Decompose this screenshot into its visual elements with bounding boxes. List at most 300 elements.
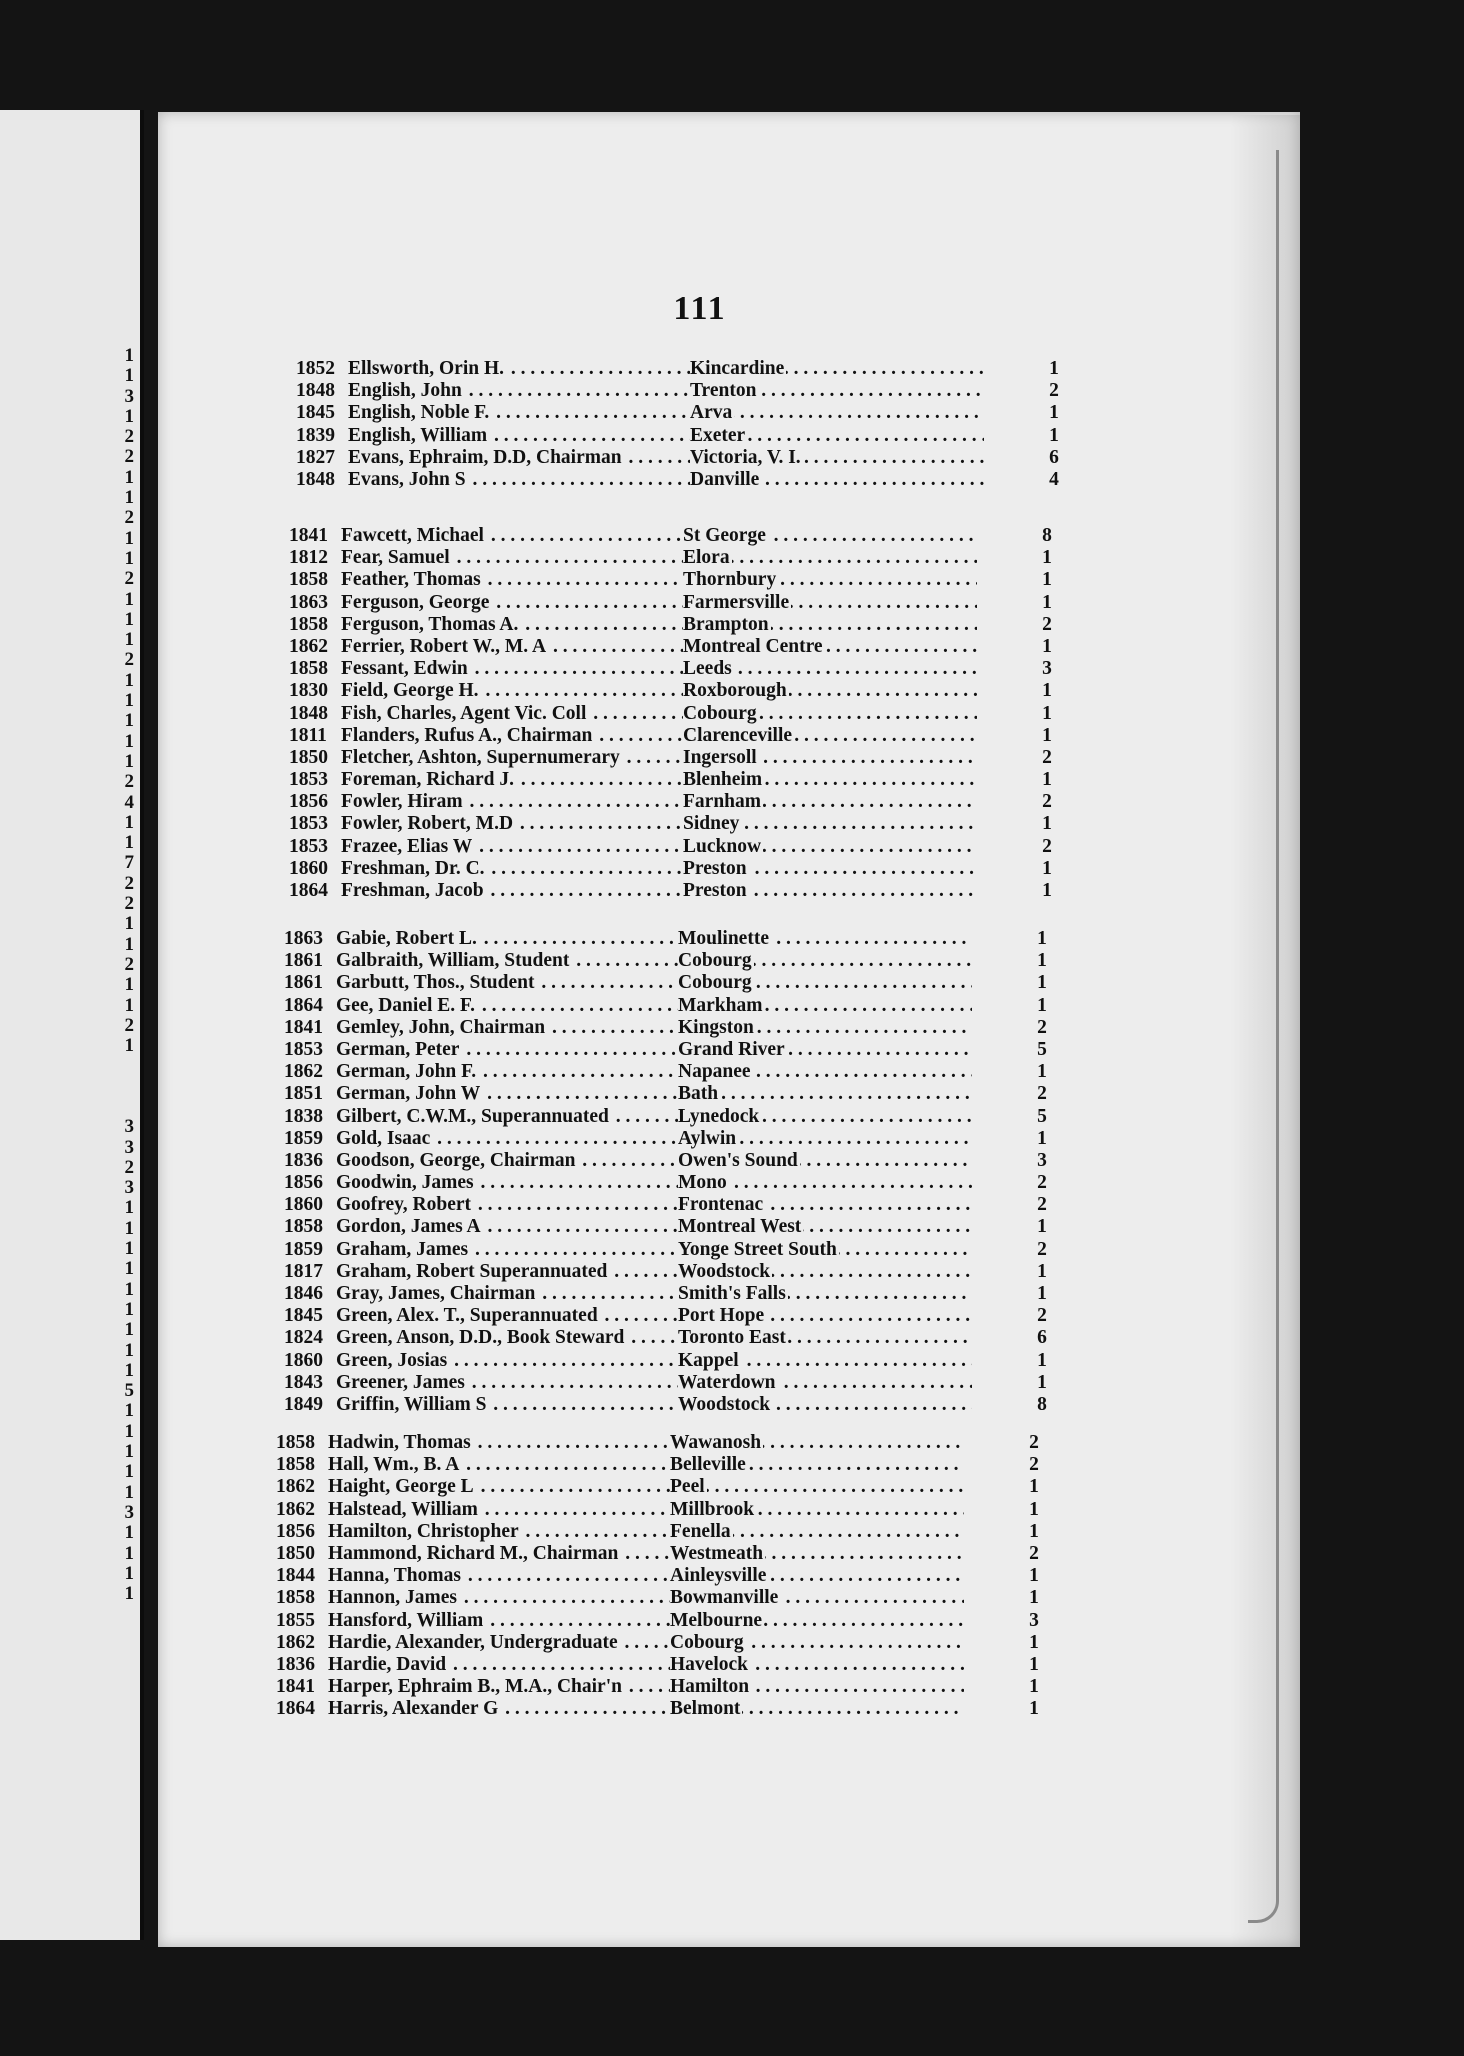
entry-year: 1845 <box>296 402 335 424</box>
entry-year: 1836 <box>284 1149 323 1171</box>
entry-name: Gordon, James A <box>336 1216 481 1238</box>
entry-year: 1864 <box>289 880 328 901</box>
entry-name: Ferguson, George <box>341 591 490 613</box>
left-page-digit <box>104 1056 134 1076</box>
left-page-digit: 1 <box>124 1217 134 1239</box>
entry-name-leader <box>341 769 977 791</box>
entry-name: Green, Anson, D.D., Book Steward <box>336 1327 625 1349</box>
entry-name-leader <box>341 836 977 858</box>
entry-station: Cobourg <box>670 1631 744 1653</box>
left-page-digit: 3 <box>124 1177 134 1199</box>
entry-name-leader <box>341 747 977 769</box>
entry-station: Preston <box>683 857 747 879</box>
entry-year: 1858 <box>289 613 328 635</box>
entry-count: 1 <box>1037 1371 1047 1393</box>
directory-entry <box>276 1543 1046 1565</box>
entry-name: Green, Josias <box>336 1349 448 1371</box>
entry-count: 1 <box>1037 1349 1047 1371</box>
directory-entry <box>284 1194 1054 1216</box>
directory-entry <box>289 747 1059 769</box>
left-page-digit <box>104 1097 134 1117</box>
entry-year: 1851 <box>284 1083 323 1105</box>
directory-entry <box>276 1565 1046 1587</box>
entry-name: Evans, Ephraim, D.D, Chairman <box>348 446 622 468</box>
entry-year: 1861 <box>284 972 323 994</box>
entry-station: Fenella <box>670 1520 731 1542</box>
entry-name: Graham, Robert Superannuated <box>336 1260 608 1282</box>
entry-name: Harris, Alexander G <box>328 1698 499 1720</box>
directory-entry <box>284 1150 1054 1172</box>
left-page-digit <box>104 1077 134 1097</box>
entry-station: Belleville <box>670 1454 746 1476</box>
entry-count: 1 <box>1029 1698 1039 1720</box>
entry-count: 2 <box>1029 1432 1039 1453</box>
left-page-digit: 2 <box>124 568 134 590</box>
entry-year: 1858 <box>276 1432 315 1453</box>
entry-count: 2 <box>1029 1454 1039 1476</box>
entry-name: Hansford, William <box>328 1609 484 1631</box>
entry-count: 2 <box>1037 1172 1047 1194</box>
entry-year: 1853 <box>289 769 328 791</box>
directory-entry <box>276 1676 1046 1698</box>
entry-station: Montreal West <box>678 1216 802 1238</box>
directory-entry <box>284 1039 1054 1061</box>
entry-station: Havelock <box>670 1653 748 1675</box>
left-page-digit: 1 <box>124 588 134 610</box>
entry-name: Hardie, Alexander, Undergraduate <box>328 1631 618 1653</box>
entry-year: 1848 <box>296 380 335 402</box>
entry-name: Fessant, Edwin <box>341 658 468 680</box>
entry-station: Exeter <box>690 424 746 446</box>
entry-count: 6 <box>1049 446 1059 468</box>
section-h <box>276 1432 1046 1720</box>
entry-station: Woodstock <box>678 1260 771 1282</box>
entry-count: 2 <box>1042 746 1052 768</box>
entry-year: 1853 <box>289 813 328 835</box>
entry-name-leader <box>336 1350 972 1372</box>
entry-name: Freshman, Jacob <box>341 880 484 901</box>
entry-name-leader <box>341 592 977 614</box>
left-page-digit: 1 <box>124 730 134 752</box>
left-page-digit: 1 <box>124 1583 134 1605</box>
entry-name: Hamilton, Christopher <box>328 1520 519 1542</box>
entry-name-leader <box>336 1283 972 1305</box>
entry-name-leader <box>341 791 977 813</box>
entry-name-leader <box>336 1305 972 1327</box>
entry-count: 3 <box>1037 1149 1047 1171</box>
entry-name-leader <box>336 1394 972 1416</box>
entry-name: Ferrier, Robert W., M. A <box>341 635 547 657</box>
entry-name-leader <box>341 658 977 680</box>
entry-name: Foreman, Richard J. <box>341 769 514 791</box>
entry-year: 1856 <box>289 791 328 813</box>
directory-entry <box>276 1654 1046 1676</box>
entry-station: Hamilton <box>670 1676 750 1698</box>
entry-name-leader <box>328 1610 964 1632</box>
directory-entry <box>296 402 1066 424</box>
entry-station: Millbrook <box>670 1498 755 1520</box>
directory-entry <box>289 791 1059 813</box>
entry-year: 1862 <box>284 1061 323 1083</box>
left-page-digit: 1 <box>124 629 134 651</box>
entry-station: Markham <box>678 994 763 1016</box>
entry-count: 1 <box>1049 424 1059 446</box>
directory-entry <box>296 358 1066 380</box>
entry-station: St George <box>683 525 766 546</box>
entry-name: Griffin, William S <box>336 1393 487 1415</box>
entry-name-leader <box>328 1632 964 1654</box>
entry-name-leader <box>328 1521 964 1543</box>
entry-year: 1853 <box>284 1038 323 1060</box>
entry-name-leader <box>336 995 972 1017</box>
entry-year: 1841 <box>289 525 328 546</box>
entry-name: Gemley, John, Chairman <box>336 1016 546 1038</box>
entry-name-leader <box>328 1476 964 1498</box>
directory-entry <box>284 1061 1054 1083</box>
left-page-digit: 1 <box>124 487 134 509</box>
entry-name: Gilbert, C.W.M., Superannuated <box>336 1105 609 1127</box>
entry-station: Arva <box>690 402 733 424</box>
directory-entry <box>284 1216 1054 1238</box>
section-e <box>296 358 1066 491</box>
entry-name: Feather, Thomas <box>341 569 481 591</box>
entry-count: 1 <box>1049 358 1059 379</box>
entry-count: 4 <box>1049 468 1059 490</box>
entry-name: German, Peter <box>336 1038 460 1060</box>
entry-station: Leeds <box>683 658 732 680</box>
directory-entry <box>284 950 1054 972</box>
left-page-digit: 1 <box>124 1238 134 1260</box>
directory-entry <box>276 1499 1046 1521</box>
directory-entry <box>296 469 1066 491</box>
directory-entry <box>276 1632 1046 1654</box>
entry-name-leader <box>341 858 977 880</box>
entry-count: 1 <box>1029 1520 1039 1542</box>
entry-count: 3 <box>1042 658 1052 680</box>
entry-name-leader <box>336 1106 972 1128</box>
entry-station: Cobourg <box>678 950 752 972</box>
entry-count: 1 <box>1029 1631 1039 1653</box>
entry-year: 1856 <box>284 1172 323 1194</box>
entry-name-leader <box>341 703 977 725</box>
entry-year: 1812 <box>289 547 328 569</box>
directory-entry <box>276 1476 1046 1498</box>
directory-entry <box>289 769 1059 791</box>
entry-name-leader <box>336 1239 972 1261</box>
entry-count: 1 <box>1042 680 1052 702</box>
entry-station: Farnham <box>683 791 761 813</box>
entry-name-leader <box>336 972 972 994</box>
entry-station: Frontenac <box>678 1194 764 1216</box>
entry-station: Napanee <box>678 1061 751 1083</box>
left-page-digit: 3 <box>124 1116 134 1138</box>
left-page-digit: 1 <box>124 1319 134 1341</box>
entry-year: 1858 <box>276 1587 315 1609</box>
entry-name-leader <box>328 1565 964 1587</box>
left-page-digit: 1 <box>124 750 134 772</box>
left-page-digit: 1 <box>124 1339 134 1361</box>
directory-entry <box>276 1587 1046 1609</box>
entry-name: Goodson, George, Chairman <box>336 1149 576 1171</box>
entry-count: 1 <box>1037 1216 1047 1238</box>
left-page-digit: 4 <box>124 791 134 813</box>
left-page-digit: 2 <box>124 872 134 894</box>
directory-entry <box>284 1327 1054 1349</box>
directory-entry <box>289 880 1059 902</box>
entry-count: 2 <box>1037 1016 1047 1038</box>
left-page-digit: 3 <box>124 1136 134 1158</box>
entry-year: 1827 <box>296 446 335 468</box>
left-page-digit: 5 <box>124 1380 134 1402</box>
left-page-digit: 1 <box>124 365 134 387</box>
entry-name-leader <box>328 1698 964 1720</box>
entry-name: Evans, John S <box>348 468 466 490</box>
entry-name-leader <box>336 928 972 950</box>
entry-station: Waterdown <box>678 1371 776 1393</box>
entry-station: Westmeath <box>670 1542 764 1564</box>
directory-entry <box>289 525 1059 547</box>
entry-count: 1 <box>1029 1565 1039 1587</box>
entry-station: Cobourg <box>678 972 752 994</box>
entry-year: 1862 <box>276 1631 315 1653</box>
directory-entry <box>284 1083 1054 1105</box>
entry-count: 1 <box>1037 994 1047 1016</box>
entry-year: 1863 <box>289 591 328 613</box>
entry-count: 2 <box>1029 1542 1039 1564</box>
directory-entry <box>284 928 1054 950</box>
entry-year: 1845 <box>284 1305 323 1327</box>
left-page-digit: 1 <box>124 832 134 854</box>
entry-year: 1862 <box>276 1476 315 1498</box>
entry-year: 1858 <box>289 569 328 591</box>
left-page-digit: 1 <box>124 913 134 935</box>
entry-station: Brampton <box>683 613 769 635</box>
entry-count: 8 <box>1042 525 1052 546</box>
entry-name: Garbutt, Thos., Student <box>336 972 535 994</box>
entry-name-leader <box>341 525 977 547</box>
entry-count: 1 <box>1037 1061 1047 1083</box>
entry-year: 1848 <box>296 468 335 490</box>
left-page-digit: 1 <box>124 1400 134 1422</box>
directory-entry <box>296 425 1066 447</box>
entry-count: 1 <box>1037 1127 1047 1149</box>
entry-station: Sidney <box>683 813 740 835</box>
left-page-digit: 1 <box>124 1562 134 1584</box>
left-page-digit: 1 <box>124 1197 134 1219</box>
left-page-digit: 1 <box>124 547 134 569</box>
entry-station: Montreal Centre <box>683 635 823 657</box>
entry-count: 1 <box>1042 857 1052 879</box>
entry-year: 1858 <box>284 1216 323 1238</box>
entry-name: Green, Alex. T., Superannuated <box>336 1305 598 1327</box>
entry-count: 5 <box>1037 1105 1047 1127</box>
entry-name-leader <box>328 1499 964 1521</box>
directory-entry <box>276 1454 1046 1476</box>
entry-year: 1864 <box>276 1698 315 1720</box>
entry-year: 1824 <box>284 1327 323 1349</box>
entry-name: Fish, Charles, Agent Vic. Coll <box>341 702 587 724</box>
entry-station: Bath <box>678 1083 719 1105</box>
directory-entry <box>289 592 1059 614</box>
entry-name: Gray, James, Chairman <box>336 1283 536 1304</box>
entry-year: 1863 <box>284 928 323 949</box>
directory-entry <box>289 813 1059 835</box>
entry-station: Bowmanville <box>670 1587 779 1609</box>
directory-entry <box>289 614 1059 636</box>
left-page-digit: 1 <box>124 1542 134 1564</box>
entry-name: Gabie, Robert L. <box>336 928 477 949</box>
entry-count: 2 <box>1037 1238 1047 1260</box>
entry-year: 1811 <box>289 724 327 746</box>
entry-count: 2 <box>1037 1083 1047 1105</box>
entry-name: Hannon, James <box>328 1587 457 1609</box>
entry-name: Harper, Ephraim B., M.A., Chair'n <box>328 1676 622 1698</box>
left-page-digit: 1 <box>124 1441 134 1463</box>
left-page-digit: 1 <box>124 527 134 549</box>
entry-year: 1843 <box>284 1371 323 1393</box>
entry-count: 1 <box>1037 1283 1047 1304</box>
left-page-digit: 1 <box>124 466 134 488</box>
entry-name: English, Noble F. <box>348 402 490 424</box>
entry-count: 1 <box>1029 1587 1039 1609</box>
entry-name-leader <box>336 1372 972 1394</box>
entry-station: Preston <box>683 880 747 901</box>
entry-count: 1 <box>1037 928 1047 949</box>
left-page-digit: 1 <box>124 1278 134 1300</box>
entry-year: 1836 <box>276 1653 315 1675</box>
entry-name-leader <box>348 447 984 469</box>
entry-name-leader <box>328 1654 964 1676</box>
entry-year: 1817 <box>284 1260 323 1282</box>
entry-station: Trenton <box>690 380 757 402</box>
entry-count: 1 <box>1042 569 1052 591</box>
entry-name-leader <box>348 425 984 447</box>
entry-name-leader <box>336 950 972 972</box>
entry-station: Victoria, V. I. <box>690 446 801 468</box>
entry-year: 1858 <box>276 1454 315 1476</box>
entry-name: Field, George H. <box>341 680 479 702</box>
directory-entry <box>284 995 1054 1017</box>
entry-name: Goofrey, Robert <box>336 1194 472 1216</box>
left-page-digit: 7 <box>124 852 134 874</box>
left-page-column <box>104 346 134 1604</box>
left-page-digit: 2 <box>124 1014 134 1036</box>
entry-name-leader <box>328 1676 964 1698</box>
directory-entry <box>289 680 1059 702</box>
entry-name-leader <box>336 1150 972 1172</box>
entry-count: 1 <box>1042 591 1052 613</box>
entry-name: Ellsworth, Orin H. <box>348 358 505 379</box>
entry-name-leader <box>336 1039 972 1061</box>
entry-year: 1853 <box>289 835 328 857</box>
directory-entry <box>289 636 1059 658</box>
entry-name: Hammond, Richard M., Chairman <box>328 1542 619 1564</box>
entry-station: Smith's Falls <box>678 1283 786 1304</box>
entry-count: 1 <box>1029 1498 1039 1520</box>
left-page-digit: 1 <box>124 690 134 712</box>
entry-station: Thornbury <box>683 569 777 591</box>
entry-count: 1 <box>1042 635 1052 657</box>
entry-name: Goodwin, James <box>336 1172 474 1194</box>
directory-entry <box>276 1521 1046 1543</box>
section-g <box>284 928 1054 1416</box>
page-number: 111 <box>673 290 727 327</box>
entry-name-leader <box>341 725 977 747</box>
directory-entry <box>284 1394 1054 1416</box>
entry-year: 1850 <box>276 1542 315 1564</box>
entry-station: Wawanosh <box>670 1432 762 1453</box>
entry-name: German, John W <box>336 1083 481 1105</box>
directory-entry <box>284 972 1054 994</box>
entry-count: 1 <box>1037 1260 1047 1282</box>
entry-count: 1 <box>1042 724 1052 746</box>
left-page-digit: 3 <box>124 385 134 407</box>
entry-year: 1860 <box>284 1349 323 1371</box>
entry-name: Hanna, Thomas <box>328 1565 461 1587</box>
directory-entry <box>289 725 1059 747</box>
entry-name: Fletcher, Ashton, Supernumerary <box>341 746 620 768</box>
entry-year: 1859 <box>284 1238 323 1260</box>
entry-name: Freshman, Dr. C. <box>341 857 485 879</box>
entry-name-leader <box>348 402 984 424</box>
entry-name: Flanders, Rufus A., Chairman <box>341 724 593 746</box>
left-page-digit: 1 <box>124 669 134 691</box>
entry-count: 2 <box>1042 613 1052 635</box>
entry-count: 1 <box>1037 972 1047 994</box>
entry-name: Gold, Isaac <box>336 1127 431 1149</box>
entry-name-leader <box>341 547 977 569</box>
entry-name: Hadwin, Thomas <box>328 1432 471 1453</box>
entry-name: German, John F. <box>336 1061 477 1083</box>
directory-entry <box>284 1106 1054 1128</box>
directory-entry <box>284 1261 1054 1283</box>
entry-name: Fowler, Hiram <box>341 791 463 813</box>
left-page-digit: 1 <box>124 345 134 366</box>
entry-station: Kappel <box>678 1349 739 1371</box>
entry-year: 1850 <box>289 746 328 768</box>
entry-year: 1861 <box>284 950 323 972</box>
entry-name-leader <box>328 1543 964 1565</box>
directory-entry <box>284 1172 1054 1194</box>
entry-name-leader <box>336 1194 972 1216</box>
entry-count: 1 <box>1029 1476 1039 1498</box>
left-page-digit: 1 <box>124 1298 134 1320</box>
directory-entry <box>284 1305 1054 1327</box>
left-page-digit: 2 <box>124 446 134 468</box>
entry-year: 1859 <box>284 1127 323 1149</box>
entry-station: Aylwin <box>678 1127 737 1149</box>
entry-station: Melbourne <box>670 1609 763 1631</box>
entry-name-leader <box>328 1432 964 1454</box>
entry-station: Woodstock <box>678 1393 771 1415</box>
left-page-digit: 1 <box>124 405 134 427</box>
entry-name-leader <box>336 1327 972 1349</box>
entry-year: 1841 <box>276 1676 315 1698</box>
directory-entry <box>289 858 1059 880</box>
entry-station: Lynedock <box>678 1105 760 1127</box>
entry-name: Graham, James <box>336 1238 469 1260</box>
entry-name: English, John <box>348 380 462 402</box>
entry-year: 1841 <box>284 1016 323 1038</box>
entry-count: 1 <box>1029 1653 1039 1675</box>
directory-entry <box>284 1283 1054 1305</box>
entry-station: Grand River <box>678 1038 785 1060</box>
entry-name: Frazee, Elias W <box>341 835 473 857</box>
entry-count: 3 <box>1029 1609 1039 1631</box>
entry-name-leader <box>336 1216 972 1238</box>
left-page-digit: 2 <box>124 893 134 915</box>
entry-count: 2 <box>1042 791 1052 813</box>
